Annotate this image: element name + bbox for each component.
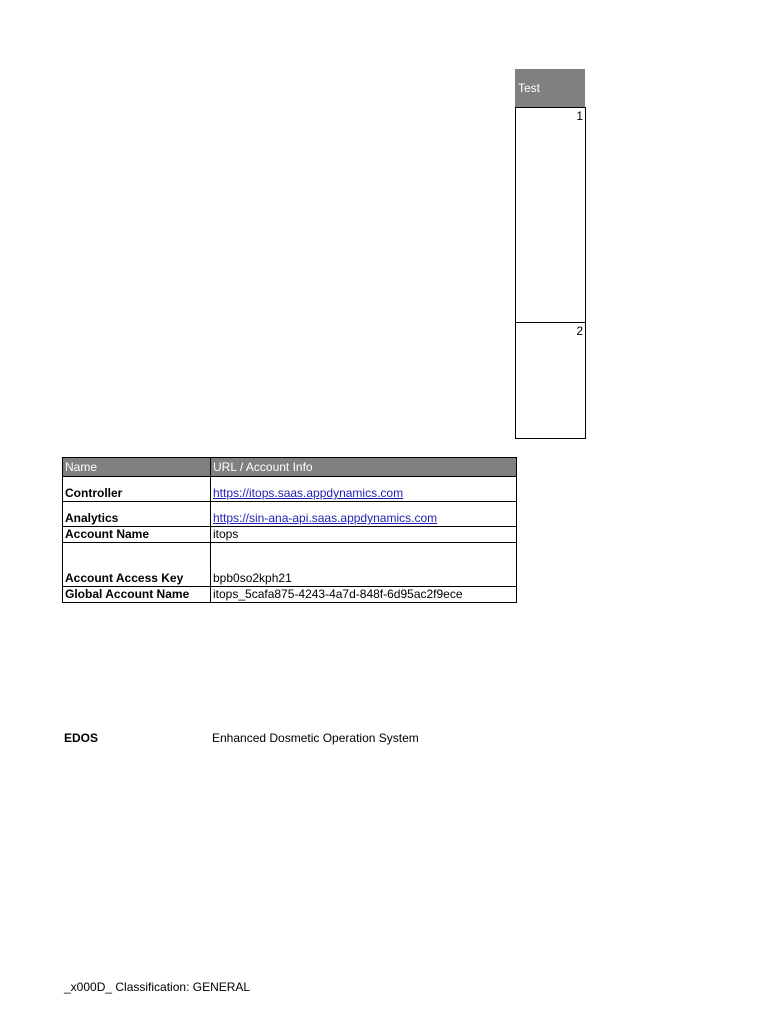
classification-footer: _x000D_ Classification: GENERAL [64,980,251,994]
column-header-name: Name [63,458,211,477]
test-cell-1 [515,107,586,323]
test-cell-value: 1 [576,109,583,123]
definition-meaning: Enhanced Dosmetic Operation System [212,731,419,745]
row-label: Account Access Key [63,543,211,587]
definition-term: EDOS [64,731,99,745]
test-cell-2 [515,322,586,439]
account-info-table [62,457,517,603]
row-label: Global Account Name [63,587,211,603]
row-value [211,477,517,502]
controller-link[interactable]: https://itops.saas.appdynamics.com [213,486,404,500]
analytics-link[interactable]: https://sin-ana-api.saas.appdynamics.com [213,511,438,525]
table-row-global-account [63,587,517,603]
test-column-header [515,69,585,107]
test-header-label: Test [518,81,541,95]
table-row-account-name [63,527,517,543]
table-row-analytics [63,502,517,527]
table-row-access-key [63,543,517,587]
row-label: Analytics [63,502,211,527]
row-value: itops [211,527,517,543]
row-value [211,502,517,527]
row-value: bpb0so2kph21 [211,543,517,587]
table-header-row [63,458,517,477]
row-label: Account Name [63,527,211,543]
row-value: itops_5cafa875-4243-4a7d-848f-6d95ac2f9ece [211,587,517,603]
test-cell-value: 2 [576,324,583,338]
column-header-url: URL / Account Info [211,458,517,477]
table-row-controller [63,477,517,502]
row-label: Controller [63,477,211,502]
